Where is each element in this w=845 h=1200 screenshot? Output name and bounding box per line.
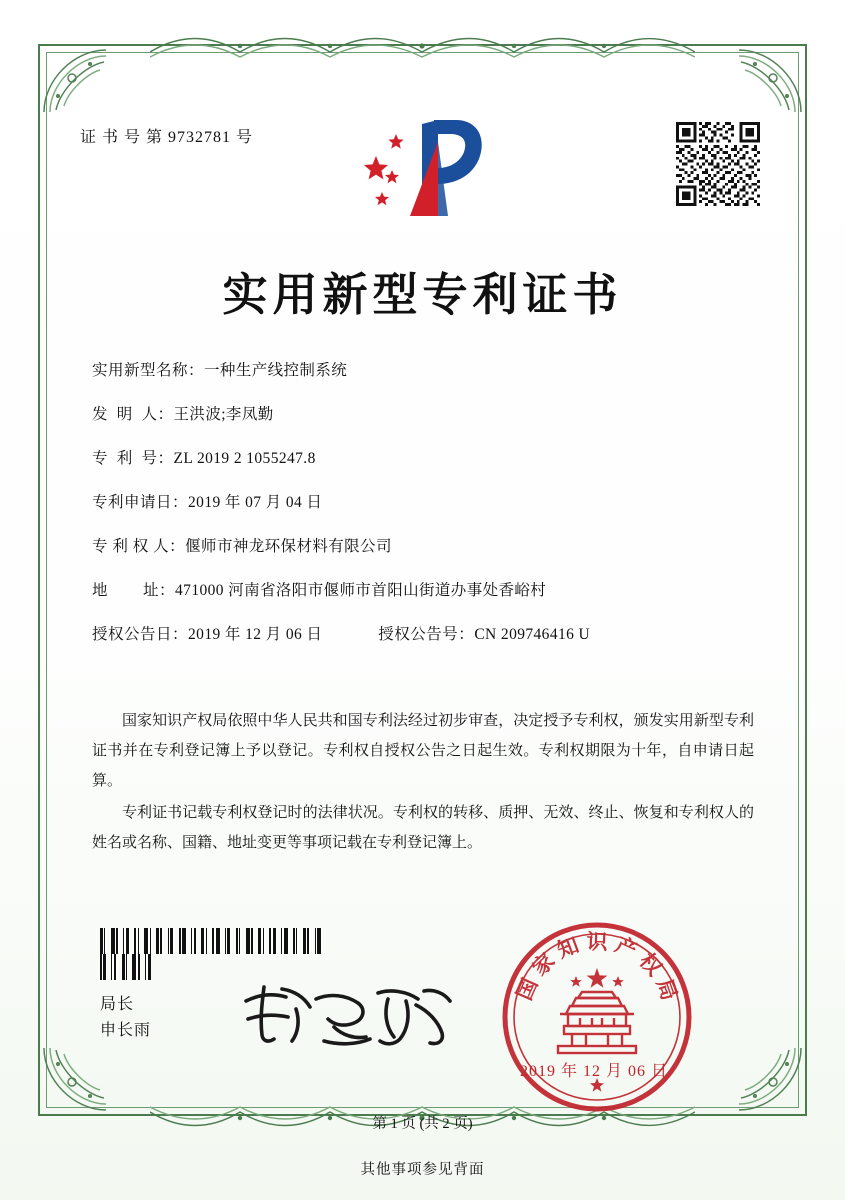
- legal-paragraph-1: 国家知识产权局依照中华人民共和国专利法经过初步审查，决定授予专利权，颁发实用新型专利证书并在专利登记簿上予以登记。专利权自授权公告之日起生效。专利权期限为十年，自申请日起算。: [92, 713, 754, 789]
- seal-date: 2019 年 12 月 06 日: [520, 1063, 669, 1080]
- field-value: 一种生产线控制系统: [204, 362, 348, 379]
- cnipa-logo: [352, 112, 502, 222]
- corner-ornament-top-left: [34, 40, 108, 114]
- qr-code: [676, 122, 760, 206]
- field-label: 实用新型名称：: [92, 362, 205, 379]
- corner-ornament-top-right: [737, 40, 811, 114]
- field-value: 2019 年 12 月 06 日: [188, 626, 323, 643]
- corner-ornament-bottom-right: [737, 1046, 811, 1120]
- certificate-number: 证 书 号 第 9732781 号: [80, 129, 254, 146]
- field-list: [92, 360, 752, 668]
- page-number: 第 1 页 (共 2 页): [372, 1116, 473, 1132]
- page-title: 实用新型专利证书: [222, 268, 623, 321]
- field-label: 专 利 号：: [92, 450, 174, 467]
- field-row-patent-number: [92, 448, 752, 470]
- field-row-patentee: [92, 536, 752, 558]
- corner-ornament-bottom-left: [34, 1046, 108, 1120]
- field-row-address: [92, 580, 752, 602]
- field-row-grant-announcement: [92, 624, 752, 646]
- field-value-secondary: CN 209746416 U: [474, 626, 591, 643]
- field-row-application-date: [92, 492, 752, 514]
- official-round-seal: [498, 918, 696, 1116]
- footer-note: 其他事项参见背面: [360, 1162, 485, 1178]
- director-block: [100, 992, 151, 1044]
- barcode: [100, 928, 326, 954]
- field-label: 授权公告日：: [92, 626, 189, 643]
- signature-handwriting: [238, 975, 458, 1055]
- top-edge-ornament: [150, 32, 695, 60]
- legal-paragraph-2: 专利证书记载专利权登记时的法律状况。专利权的转移、质押、无效、终止、恢复和专利权人的姓名或名称、国籍、地址变更等事项记载在专利登记簿上。: [92, 805, 754, 851]
- field-value: 偃师市神龙环保材料有限公司: [185, 538, 392, 555]
- field-label: 地 址：: [92, 582, 176, 599]
- field-label-secondary: 授权公告号：: [378, 626, 475, 643]
- svg-text:国家知识产权局: 国家知识产权局: [511, 928, 685, 1009]
- legal-text: [92, 706, 754, 860]
- field-label: 专利申请日：: [92, 494, 189, 511]
- field-row-utility-model-name: [92, 360, 752, 382]
- field-label: 发 明 人：: [92, 406, 174, 423]
- field-value: ZL 2019 2 1055247.8: [173, 450, 316, 467]
- director-name-label: 申长雨: [100, 1022, 152, 1039]
- director-title-label: 局长: [100, 996, 135, 1013]
- field-label: 专 利 权 人：: [92, 538, 186, 555]
- field-value: 471000 河南省洛阳市偃师市首阳山街道办事处香峪村: [175, 582, 547, 599]
- field-row-inventor: [92, 404, 752, 426]
- field-value: 王洪波;李凤勤: [173, 406, 274, 423]
- field-value: 2019 年 07 月 04 日: [188, 494, 323, 511]
